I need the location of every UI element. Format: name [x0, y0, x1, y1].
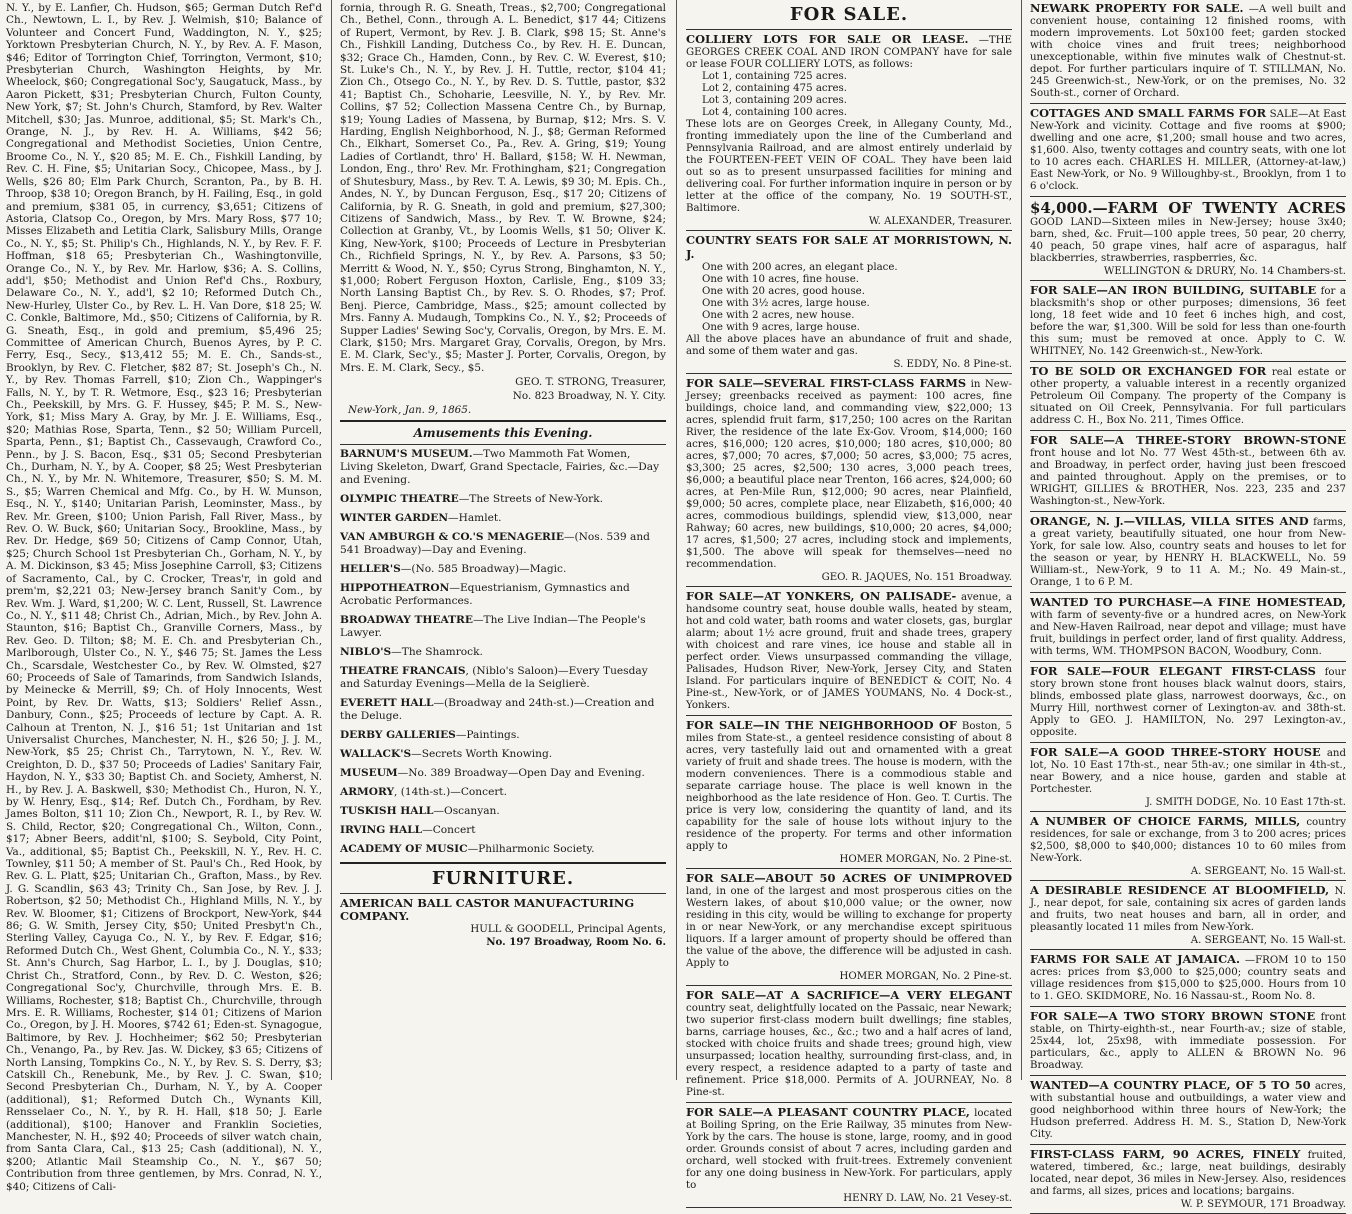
amusement-description: , (14th-st.)—Concert.: [394, 786, 508, 799]
ad-heading: NEWARK PROPERTY FOR SALE.: [1030, 1, 1244, 15]
for-sale-ad: [686, 33, 1012, 227]
real-estate-ad: [1030, 434, 1346, 508]
amusement-description: —The Shamrock.: [391, 646, 483, 659]
ad-heading: FOR SALE—FOUR ELEGANT FIRST-CLASS: [1030, 664, 1316, 678]
ad-heading: COLLIERY LOTS FOR SALE OR LEASE.: [686, 32, 969, 46]
amusement-name: BARNUM'S MUSEUM.: [340, 448, 473, 461]
amusement-name: NIBLO'S: [340, 646, 392, 659]
donations-text: N. Y., by E. Lanfier, Ch. Hudson, $65; German Dutch Ref'd Ch., Newtown, L. I., by Rev. J. Welmish, $10; Balance of Volunteer and Concert Fund, Waddington, N. Y., $25; Yorktown Presbyterian Church, N. Y., by Rev. A. F. Mason, $46; Editor of Torrington Chief, Torrington, Vermont, $10; Presbyterian Church, Washington Heights, by Mr. Wheelock, $60; Congregational Soc'y, Saugatuck, Mass., by Aaron Pickett, $31; Presbyterian Church, Fulton County, New York, $7; St. John's Church, Stamford, by Rev. Walter Mitchell, $30; Jas. Munroe, additional, $5; St. Mark's Ch., Orange, N. J., by Rev. H. A. Williams, $42 56; Congregational and Methodist Societies, Union Centre, Broome Co., N. Y., $20 85; M. E. Ch., Fishkill Landing, by Rev. C. H. Fine, $5; Unitarian Socy., Chicopee, Mass., by J. Wells, $26 80; Elm Park Church, Scranton, Pa., by B. H. Throop, $38 10; Oregon Branch, by H. Failing, Esq., in gold and premium, $381 05, in currency, $3,651; Citizens of Astoria, Clatsop Co., Oregon, by Mrs. Mary Ross, $77 10; Misses Elizabeth and Letitia Clark, Salisbury Mills, Orange Co., N. Y., $5; St. Philip's Ch., Highlands, N. Y., by Rev. F. F. Hoffman, $18 65; Presbyterian Ch., Washingtonville, Orange Co., N. Y., by Rev. Mr. Harlow, $36; A. S. Collins, add'l, $50; Methodist and Union Ref'd Chs., Roxbury, Delaware Co., N. Y., add'l, $2 10; Reformed Dutch Ch., New-Hurley, Ulster Co., by Rev. L. H. Van Dore, $18 25; W. C. Conkle, Baltimore, Md., $50; Citizens of California, by R. G. Sneath, Esq., in gold and premium, $5,496 25; Committee of American Church, Buenos Ayres, by P. C. Ferry, Esq., Secy., $13,412 55; M. E. Ch., Sands-st., Brooklyn, by Rev. C. Fletcher, $82 87; St. Joseph's Ch., N. Y., by Rev. Thomas Farrell, $10; Zion Ch., Wappinger's Falls, N. Y., by T. R. Wetmore, Esq., $23 16; Presbyterian Ch., Peekskill, by Mrs. G. F. Hussey, $45; P. M. S., New-York, $1; Miss Mary A. Gray, by Mr. J. E. Williams, Esq., $20; Mathias Rose, Sparta, Tenn., $2 50; William Purcell, Sparta, Penn., $1; Baptist Ch., Cassevaugh, Crawford Co., Penn., by J. S. Bacon, Esq., $31 05; Second Presbyterian Ch., Durham, N. Y., by A. Cooper, $8 25; West Presbyterian Ch., N. Y., by Mr. N. Whitemore, Treasurer, $50; S. M. M. S., $5; Warren Chemical and Mfg. Co., by H. W. Munson, Esq., N. Y., $140; Unitarian Parish, Leominster, Mass., by Rev. Mr. Green, $100; Union Parish, Fall River, Mass., by Rev. O. W. Buck, $60; Unitarian Socy., Brookline, Mass., by Rev. Dr. Hedge, $69 50; Citizens of Camp Connor, Utah, $25; Church School 1st Presbyterian Ch., Gorham, N. Y., by A. M. Dickinson, $3 45; Miss Josephine Carroll, $3; Citizens of Sacramento, Cal., by C. Crocker, Treas'r, in gold and prem'm, $2,221 03; New-Jersey branch Sanit'y Com., by Rev. Wm. J. Ward, $1,200; W. C. Lent, Russell, St. Lawrence Co., N. Y., $11 48; Christ Ch., Adrian, Mich., by Rev. John A. Staunton, $16; Baptist Ch., Granville Corners, Mass., by Rev. Geo. D. Tilton; $8; M. E. Ch. and Presbyterian Ch., Marlborough, Ulster Co., N. Y., $46 75; St. James the Less Ch., Scarsdale, Westchester Co., by Rev. W. Olmsted, $27 60; Proceeds of Sale of Tamarinds, from Sandwich Islands, by Meinecke & Merrill, $9; Ch. of Holy Innocents, West Point, by Rev. Dr. Watts, $13; Soldiers' Relief Assn., Danbury, Conn., $25; Proceeds of lecture by Capt. A. R. Calhoun at Trenton, N. J., $16 51; 1st Unitarian and 1st Universalist Churches, Manchester, N. H., $26 50; J. J. M., New-York, $5 25; Christ Ch., Tarrytown, N. Y., Rev. W. Creighton, D. D., $37 50; Proceeds of Ladies' Sanitary Fair, Haydon, N. Y., $33 30; Baptist Ch. and Society, Amherst, N. H., by Rev. J. A. Baskwell, $30; Methodist Ch., Huron, N. Y., by W. Henry, Esq., $14; Ref. Dutch Ch., Fordham, by Rev. James Bolton, $11 10; Zion Ch., Newport, R. I., by Rev. W. S. Child, Rector, $20; Congregational Ch., Wilton, Conn., $17; Abner Beers, addit'nl, $100; S. Seybold, City Point, Va., additional, $5; Baptist Ch., Peekskill, N. Y., Rev. H. C. Townley, $11 50; A member of St. Paul's Ch., Red Hook, by Rev. G. L. Platt, $25; Unitarian Ch., Grafton, Mass., by Rev. J. G. Scandlin, $63 43; Trinity Ch., San Jose, by Rev. J. J. Robertson, $2 50; Methodist Ch., Highland Mills, N. Y., by Rev. W. Bloomer, $1; Citizens of Brockport, New-York, $44 86; G. W. Smith, Jersey City, $50; United Presbyt'n Ch., Sterling Valley, Cayuga Co., N. Y., by Rev. F. Edgar, $16; Reformed Dutch Ch., West Ghent, Columbia Co., N. Y., $33; St. Ann's Church, Sag Harbor, L. I., by J. Douglas, $10; Christ Ch., Stratford, Conn., by Rev. D. C. Weston, $26; Congregational Soc'y, Churchville, through Mrs. E. B. Williams, Rochester, $18; Baptist Ch., Churchville, through Mrs. E. R. Williams, Rochester, $14 01; Citizens of Marion Co., Oregon, by J. H. Moores, $742 61; Eden-st. Synagogue, Baltimore, by Rev. J. Hochheimer; $62 50; Presbyterian Ch., Venango, Pa., by Rev. Jas. W. Dickey, $3 65; Citizens of North Lansing, Tompkins Co., N. Y., by Rev. S. S. Derry, $3; Catskill Ch., Renebunk, Me., by Rev. J. C. Swan, $10; Second Presbyterian Ch., Durham, N. Y., by A. Cooper (additional), $1; Reformed Dutch Ch., Wynants Kill, Rensselaer Co., N. Y., by R. H. Hall, $18 50; J. Earle (additional), $100; Hanover and Franklin Societies, Manchester, N. H., $92 40; Proceeds of silver watch chain, from Santa Clara, Cal., $13 25; Cash (additional), N. Y., $200; Atlantic Mail Steamship Co., N. Y., $67 50; Contribution from three gentlemen, by Mrs. Conrad, N. Y., $40; Citizens of Cali-: [6, 2, 322, 1193]
amusement-description: —Oscanyan.: [433, 805, 500, 818]
ad-heading: TO BE SOLD OR EXCHANGED FOR: [1030, 364, 1267, 378]
ad-text: farms, a great variety, beautifully situated, one hour from New-York, for sale low. Also, country seats and houses to let for the season or year, by HENRY H. BLACKWELL, No. 59 William-st., New-York, 9 to 11 A. M.; No. 49 Main-st., Orange, 1 to 6 P. M.: [1030, 517, 1346, 588]
divider: [1030, 430, 1346, 431]
for-sale-ad: [686, 590, 1012, 712]
ad-heading: FIRST-CLASS FARM, 90 ACRES, FINELY: [1030, 1147, 1301, 1161]
ad-paragraph: [1030, 884, 1346, 934]
ad-text: and lot, No. 10 East 17th-st., near 5th-av.; one similar in 4th-st., near Bowery, and a nice house, garden and stable at Portchester.: [1030, 748, 1346, 795]
ad-paragraph: [686, 1106, 1012, 1192]
for-sale-ad: [686, 377, 1012, 583]
amusement-item: [340, 843, 666, 856]
divider: [1030, 103, 1346, 104]
for-sale-ads: [686, 33, 1012, 1208]
ad-lot-line: One with 3½ acres, large house.: [702, 298, 870, 309]
amusement-name: EVERETT HALL: [340, 697, 434, 710]
ad-heading: FOR SALE—AN IRON BUILDING, SUITABLE: [1030, 283, 1317, 297]
furniture-heading: FURNITURE.: [431, 868, 575, 890]
amusement-item: [340, 512, 666, 525]
ad-heading: FOR SALE—A THREE-STORY BROWN-STONE: [1030, 433, 1346, 447]
divider: [1030, 742, 1346, 743]
column-real-estate: [1024, 0, 1352, 1210]
ad-signature: WELLINGTON & DRURY, No. 14 Chambers-st.: [1103, 266, 1346, 277]
amusement-description: —The Streets of New-York.: [458, 493, 603, 506]
ad-paragraph: [1030, 434, 1346, 508]
ad-heading: A DESIRABLE RESIDENCE AT BLOOMFIELD,: [1030, 883, 1330, 897]
amusement-item: [340, 824, 666, 837]
divider: [1030, 1006, 1346, 1007]
treasurer-signature: GEO. T. STRONG, Treasurer,: [515, 376, 666, 389]
for-sale-ad: [686, 1106, 1012, 1204]
real-estate-ad: [1030, 1010, 1346, 1072]
divider: [686, 230, 1012, 231]
ad-lot-line: Lot 3, containing 209 acres.: [702, 95, 847, 106]
amusements-list: [340, 448, 666, 856]
ad-heading: WANTED—A COUNTRY PLACE, OF 5 TO 50: [1030, 1078, 1311, 1092]
ad-heading: COTTAGES AND SMALL FARMS FOR: [1030, 106, 1267, 120]
treasurer-address: No. 823 Broadway, N. Y. City.: [512, 390, 666, 403]
real-estate-ad: [1030, 365, 1346, 427]
amusement-item: [340, 448, 666, 487]
divider: [686, 868, 1012, 869]
divider: [686, 373, 1012, 374]
ad-heading: FOR SALE—SEVERAL FIRST-CLASS FARMS: [686, 376, 967, 390]
ad-signature: A. SERGEANT, No. 15 Wall-st.: [1190, 866, 1346, 877]
for-sale-ad: [686, 989, 1012, 1099]
amusement-name: THEATRE FRANCAIS: [340, 665, 466, 678]
ad-text: acres, with substantial house and outbuildings, a water view and good neighborhood within three hours of New-York; the Hudson preferred. Address H. M. S., Station D, New-York City.: [1030, 1081, 1346, 1140]
divider: [686, 715, 1012, 716]
divider: [686, 1102, 1012, 1103]
ad-paragraph: [1030, 1148, 1346, 1198]
ad-signature: HOMER MORGAN, No. 2 Pine-st.: [839, 971, 1012, 982]
for-sale-heading: FOR SALE.: [789, 4, 909, 25]
ad-text: front stable, on Thirty-eighth-st., near Fourth-av.; size of stable, 25x44, lot, 25x98, with immediate possession. For particulars, &c., apply to ALLEN & BROWN No. 96 Broadway.: [1030, 1012, 1346, 1071]
for-sale-ad: [686, 719, 1012, 865]
ad-heading: WANTED TO PURCHASE—A FINE HOMESTEAD,: [1030, 595, 1346, 609]
amusement-description: , (Niblo's Saloon)—Every Tuesday and Saturday Evenings—Mella de la Seiglierè.: [340, 665, 648, 691]
amusement-item: [340, 805, 666, 818]
furniture-ad: [340, 897, 666, 948]
ad-heading: FOR SALE—ABOUT 50 ACRES OF UNIMPROVED: [686, 871, 1012, 885]
amusement-item: [340, 729, 666, 742]
furniture-ad-address: No. 197 Broadway, Room No. 6.: [486, 936, 666, 949]
ad-text: real estate or other property, a valuable interest in a recently organized Petroleum Oil Company. The property of the Company is situated on Oil Creek, Pennsylvania. For full particulars address C. H., Box No. 211, Times Office.: [1030, 367, 1347, 426]
ad-lot-line: Lot 2, containing 475 acres.: [702, 83, 847, 94]
amusement-item: [340, 563, 666, 576]
column-rule: [676, 0, 677, 1080]
dateline: New-York, Jan. 9, 1865.: [348, 404, 472, 417]
amusement-description: —No. 389 Broadway—Open Day and Evening.: [397, 767, 645, 780]
amusement-item: [340, 665, 666, 691]
ad-text-more: These lots are on Georges Creek, in Allegany County, Md., fronting immediately upon the line of the Cumberland and Pennsylvania Railroad, and are almost entirely underlaid by the FOURTEEN-FEET VEIN OF COAL. They have been laid out so as to present unsurpassed facilities for mining and delivering coal. For further information inquire in person or by letter at the office of the company, No. 19 SOUTH-ST., Baltimore.: [686, 119, 1012, 214]
divider: [686, 29, 1012, 30]
real-estate-ad: [1030, 596, 1346, 658]
real-estate-ads: [1030, 2, 1346, 1214]
amusement-name: OLYMPIC THEATRE: [340, 493, 459, 506]
ad-text: Boston, 5 miles from State-st., a genteel residence consisting of about 8 acres, very tastefully laid out and ornamented with a great variety of fruit and shade trees. The house is modern, with the modern conveniences. There is a commodious stable and separate carriage house. The place is well known in the neighborhood as the late residence of Hon. Geo. T. Curtis. The price is very low, considering the quantity of land, and its capability for the sale of house lots without injury to the residence of the property. For terms and other information apply to: [686, 721, 1012, 852]
amusement-item: [340, 767, 666, 780]
amusement-description: —(Broadway and 24th-st.)—Creation and the Deluge.: [340, 697, 655, 723]
ad-paragraph: [1030, 665, 1346, 739]
ad-heading: FOR SALE—AT YONKERS, ON PALISADE-: [686, 589, 957, 603]
divider: [1030, 1144, 1346, 1145]
ad-text: GOOD LAND—Sixteen miles in New-Jersey; house 3x40; barn, shed, &c. Fruit—100 apple trees, 50 pear, 20 cherry, 40 peach, 50 grape vines, half acre of asparagus, half blackberries, strawberries, raspberries, &c.: [1030, 217, 1346, 264]
divider: [1030, 280, 1346, 281]
amusement-description: —Hamlet.: [448, 512, 502, 525]
ad-text-more: All the above places have an abundance of fruit and shade, and some of them water and gas.: [686, 334, 1012, 357]
ad-paragraph: [1030, 746, 1346, 796]
ad-paragraph: [1030, 365, 1346, 427]
amusement-name: IRVING HALL: [340, 824, 423, 837]
column-rule: [331, 0, 332, 1080]
ad-text: country seat, delightfully located on the Passaic, near Newark; two superior first-class modern built dwellings; fine stables, barns, carriage houses, &c., &c.; two and a half acres of land, stocked with choice fruits and shade trees; ground high, view unsurpassed; location healthy, surrounding first-class, and, in every respect, a residence adapted to a party of taste and refinement. Price $18,000. Permits of A. JOURNEAY, No. 8 Pine-st.: [686, 1003, 1012, 1098]
ad-paragraph: [1030, 107, 1346, 193]
amusement-name: WINTER GARDEN: [340, 512, 449, 525]
divider: [1030, 661, 1346, 662]
amusement-name: VAN AMBURGH & CO.'S MENAGERIE: [340, 531, 564, 544]
amusement-description: —Secrets Worth Knowing.: [411, 748, 553, 761]
amusement-item: [340, 582, 666, 608]
ad-paragraph: [686, 234, 1012, 262]
amusement-description: —(No. 585 Broadway)—Magic.: [400, 563, 567, 576]
for-sale-ad: [686, 234, 1012, 370]
column-donations-list: [0, 0, 328, 1193]
ad-heading: FOR SALE—A TWO STORY BROWN STONE: [1030, 1009, 1316, 1023]
real-estate-ad: [1030, 746, 1346, 808]
ad-heading: FOR SALE—A GOOD THREE-STORY HOUSE: [1030, 745, 1321, 759]
ad-heading: A NUMBER OF CHOICE FARMS, MILLS,: [1030, 814, 1301, 828]
ad-lot-line: One with 2 acres, new house.: [702, 310, 855, 321]
real-estate-ad: [1030, 284, 1346, 358]
amusement-name: TUSKISH HALL: [340, 805, 434, 818]
ad-signature: W. P. SEYMOUR, 171 Broadway.: [1180, 1199, 1346, 1210]
ad-paragraph: [1030, 1079, 1346, 1141]
divider: [1030, 880, 1346, 881]
amusement-description: —Equestrianism, Gymnastics and Acrobatic Performances.: [340, 582, 630, 608]
donations-text-continued: fornia, through R. G. Sneath, Treas., $2,700; Congregational Ch., Bethel, Conn., through A. L. Benedict, $17 44; Citizens of Rupert, Vermont, by Rev. J. B. Clark, $98 15; St. Anne's Ch., Fishkill Landing, Dutchess Co., by Rev. H. E. Duncan, $32; Grace Ch., Hamden, Conn., by Rev. C. W. Everest, $10; St. Luke's Ch., N. Y., by Rev. J. H. Tuttle, rector, $104 41; Zion Ch., Otsego Co., N. Y., by Rev. D. S. Tuttle, pastor, $32 41; Baptist Ch., Schoharie, Leesville, N. Y., by Rev. Mr. Collins, $7 52; Collection Massena Centre Ch., by Burnap, $19; Young Ladies of Massena, by Burnap, $12; Mrs. S. V. Harding, English Neighborhood, N. J., $8; German Reformed Ch., Elkhart, Somerset Co., Pa., Rev. A. Gring, $19; Young Ladies of Cortlandt, thro' H. Ballard, $158; W. H. Newman, London, Eng., thro' Rev. Mr. Frothingham, $21; Congregation of Shutesbury, Mass., by Rev. T. A. Lewis, $9 30; M. Epis. Ch., Andes, N. Y., by Duncan Ferguson, Esq., $17 20; Citizens of California, by R. G. Sneath, in gold and premium, $27,300; Citizens of Sandwich, Mass., by Rev. T. W. Browne, $24; Collection at Granby, Vt., by Loomis Wells, $1 50; Oliver K. King, New-York, $100; Proceeds of Lecture in Presbyterian Ch., Richfield Springs, N. Y., by Rev. A. Parsons, $3 50; Merritt & Wood, N. Y., $50; Cyrus Strong, Binghamton, N. Y., $1,000; Robert Ferguson Hoxton, Carlisle, Eng., $109 33; North Lansing Baptist Ch., by Rev. S. O. Rhodes, $7; Prof. Benj. Pierce, Cambridge, Mass., $25; amount collected by Mrs. Fanny A. Mudaugh, Tompkins Co., N. Y., $2; Proceeds of Supper Ladies' Sewing Soc'y, Corvalis, Oregon, by Mrs. E. M. Clark, $150; Mrs. Margaret Gray, Corvalis, Oregon, by Mrs. E. M. Clark, Sec'y., $5; Master J. Porter, Corvalis, Oregon, by Mrs. E. M. Clark, Secy., $5.: [340, 2, 666, 374]
amusement-name: DERBY GALLERIES: [340, 729, 456, 742]
divider: [340, 444, 666, 445]
ad-paragraph: [686, 590, 1012, 712]
amusement-name: ACADEMY OF MUSIC: [340, 843, 468, 856]
real-estate-ad: [1030, 1079, 1346, 1141]
amusement-description: —Concert: [422, 824, 476, 837]
ad-paragraph: [686, 33, 1012, 71]
ad-signature: GEO. R. JAQUES, No. 151 Broadway.: [821, 572, 1012, 583]
column-for-sale: [680, 0, 1018, 1204]
divider: [686, 586, 1012, 587]
column-donations-amusements: [334, 0, 672, 1080]
ad-text: located at Boiling Spring, on the Erie Railway, 35 minutes from New-York by the cars. The house is stone, large, roomy, and in good order. Grounds consist of about 7 acres, including garden and orchard, well stocked with fruit-trees. Extremely convenient for any one doing business in New-York. For particulars, apply to: [686, 1108, 1012, 1191]
ad-lot-line: One with 20 acres, good house.: [702, 286, 865, 297]
ad-text: SALE—At East New-York and vicinity. Cottage and five rooms at $900; dwelling and one acre, $1,200; small house and two acres, $1,600. Also, twenty cottages and country seats, with one lot to 10 acres each. CHARLES H. MILLER, (Attorney-at-law,) East New-York, or No. 9 Willoughby-st., Brooklyn, from 1 to 6 o'clock.: [1030, 109, 1346, 192]
ad-text: avenue, a handsome country seat, house double walls, heated by steam, hot and cold water, bath rooms and water closets, gas, burglar alarm; about 1½ acre ground, fruit and shade trees, grapery with choicest and rare vines, ice house and stable all in perfect order. Views unsurpassed commanding the village, Palisades, Hudson River, New-York, Jersey City, and Staten Island. For particulars inquire of BENEDICT & COIT, No. 4 Pine-st., New-York, or of JAMES YOUMANS, No. 4 Dock-st., Yonkers.: [686, 592, 1012, 711]
ad-heading: FARMS FOR SALE AT JAMAICA.: [1030, 952, 1240, 966]
divider: [340, 893, 666, 894]
divider: [1030, 196, 1346, 197]
ad-paragraph: [1030, 515, 1346, 589]
real-estate-ad: [1030, 1148, 1346, 1210]
divider: [686, 985, 1012, 986]
real-estate-ad: [1030, 884, 1346, 946]
ad-text: for a blacksmith's shop or other purposes; dimensions, 36 feet long, 18 feet wide and 10 feet 6 inches high, and cost, before the war, $1,300. Will be sold for less than one-fourth this sum; must be removed at once. Apply to C. W. WHITNEY, No. 142 Greenwich-st., New-York.: [1030, 286, 1346, 357]
divider: [1030, 949, 1346, 950]
ad-text: —FROM 10 to 150 acres: prices from $3,000 to $25,000; country seats and village residences from $15,000 to $25,000. Hours from 10 to 1. GEO. SKIDMORE, No. 16 Nassau-st., Room No. 8.: [1030, 955, 1347, 1002]
ad-text: fruited, watered, timbered, &c.; large, neat buildings, desirably located, near depot, 36 miles in New-Jersey. Also, residences and farms, all sizes, prices and locations; bargains.: [1030, 1150, 1346, 1197]
ad-text: in New-Jersey; greenbacks received as payment: 100 acres, fine buildings, choice land, and commanding view, $22,000; 13 acres, splendid fruit farm, $17,250; 100 acres on the Raritan River, the residence of the late Ex-Gov. Vroom, $14,000; 160 acres, $16,000; 120 acres, $10,000; 180 acres, $10,000; 80 acres, $7,000; 70 acres, $7,000; 50 acres, $3,000; 75 acres, $3,300; 25 acres, $2,500; 130 acres, 3,000 peach trees, $6,000; a beautiful place near Trenton, 166 acres, $24,000; 60 acres, at Pen-Mile Run, $12,000; 90 acres, near Plainfield, $9,000; 50 acres, complete place, near Elizabeth, $16,000; 40 acres, commodious buildings, splendid view, $13,000, near Rahway; 60 acres, new buildings, $10,000; 20 acres, $4,000; 17 acres, $1,500; 27 acres, including stock and implements, $1,500. The above will speak for themselves—need no recommendation.: [686, 379, 1012, 570]
ad-text: N. J., near depot, for sale, containing six acres of garden lands and fruits, two neat houses and barn, all in order, and pleasantly located 11 miles from New-York.: [1030, 886, 1346, 933]
ad-text: country residences, for sale or exchange, from 3 to 200 acres; prices $2,500, $8,000 to $40,000; distances 10 to 60 miles from New-York.: [1030, 817, 1346, 864]
amusement-name: ARMORY: [340, 786, 395, 799]
ad-lot-line: One with 200 acres, an elegant place.: [702, 262, 898, 273]
divider: [1030, 811, 1346, 812]
ad-paragraph: [686, 872, 1012, 970]
real-estate-ad: [1030, 107, 1346, 193]
ad-text: —A well built and convenient house, containing 12 finished rooms, with modern improvements. Lot 50x100 feet; garden stocked with choice vines and fruit trees; neighborhood unexceptionable, within five minutes walk of Chestnut-st. depot. For further particulars inquire of T. STILLMAN, No. 245 Greenwich-st., New-York, or on the premises, No. 32 South-st., corner of Orchard.: [1030, 4, 1346, 99]
amusement-item: [340, 786, 666, 799]
divider: [340, 862, 666, 864]
ad-paragraph: [1030, 1010, 1346, 1072]
ad-lot-line: Lot 4, containing 100 acres.: [702, 107, 847, 118]
ad-heading: FOR SALE—AT A SACRIFICE—A VERY ELEGANT: [686, 988, 1012, 1002]
divider: [1030, 592, 1346, 593]
real-estate-ad: [1030, 815, 1346, 877]
amusement-description: —The Live Indian—The People's Lawyer.: [340, 614, 646, 640]
real-estate-ad: [1030, 665, 1346, 739]
ad-signature: A. SERGEANT, No. 15 Wall-st.: [1190, 935, 1346, 946]
ad-lot-line: One with 9 acres, large house.: [702, 322, 860, 333]
amusement-item: [340, 493, 666, 506]
ad-signature: W. ALEXANDER, Treasurer.: [868, 216, 1012, 227]
amusement-item: [340, 748, 666, 761]
amusements-heading: Amusements this Evening.: [413, 426, 593, 441]
divider: [1030, 361, 1346, 362]
ad-heading: FOR SALE—IN THE NEIGHBORHOOD OF: [686, 718, 958, 732]
ad-signature: J. SMITH DODGE, No. 10 East 17th-st.: [1145, 797, 1346, 808]
amusement-name: WALLACK'S: [340, 748, 412, 761]
amusement-item: [340, 531, 666, 557]
ad-paragraph: [686, 377, 1012, 571]
furniture-ad-heading: AMERICAN BALL CASTOR MANUFACTURING COMPANY.: [340, 896, 635, 924]
ad-paragraph: [686, 719, 1012, 853]
amusement-name: MUSEUM: [340, 767, 398, 780]
amusement-description: —Two Mammoth Fat Women, Living Skeleton, Dwarf, Grand Spectacle, Fairies, &c.—Day and Evening.: [340, 448, 660, 487]
ad-heading: FOR SALE—A PLEASANT COUNTRY PLACE,: [686, 1105, 970, 1119]
amusement-name: BROADWAY THEATRE: [340, 614, 473, 627]
column-rule: [1021, 0, 1022, 1080]
ad-text: front house and lot No. 77 West 45th-st., between 6th av. and Broadway, in perfect order, having just been frescoed and painted throughout. Apply on the premises, or to WRIGHT, GILLIES & BROTHER, Nos. 223, 235 and 237 Washington-st., New-York.: [1030, 448, 1346, 507]
ad-lot-line: One with 10 acres, fine house.: [702, 274, 860, 285]
amusement-description: —(Nos. 539 and 541 Broadway)—Day and Evening.: [340, 531, 650, 557]
ad-signature: HENRY D. LAW, No. 21 Vesey-st.: [843, 1193, 1012, 1204]
furniture-ad-agents: HULL & GOODELL, Principal Agents,: [470, 924, 666, 936]
real-estate-ad: [1030, 953, 1346, 1003]
divider: [1030, 1075, 1346, 1076]
ad-text: land, in one of the largest and most prosperous cities on the Western lakes, of about $10,000 value; or the owner, now residing in this city, would be willing to exchange for property in or near New-York, or any merchandise except spirituous liquors. If a larger amount of property should be offered than the value of the above, the difference will be adjusted in cash. Apply to: [686, 886, 1012, 969]
real-estate-ad: [1030, 2, 1346, 100]
ad-heading: $4,000.—FARM OF TWENTY ACRES: [1030, 199, 1346, 217]
divider: [340, 420, 666, 422]
amusement-description: —Philharmonic Society.: [467, 843, 595, 856]
ad-paragraph: [1030, 284, 1346, 358]
ad-paragraph: [1030, 200, 1346, 265]
ad-heading: COUNTRY SEATS FOR SALE AT MORRISTOWN, N. J.: [686, 233, 1012, 261]
amusement-name: HELLER'S: [340, 563, 401, 576]
ad-signature: HOMER MORGAN, No. 2 Pine-st.: [839, 854, 1012, 865]
amusement-name: HIPPOTHEATRON: [340, 582, 450, 595]
ad-paragraph: [686, 989, 1012, 1099]
ad-text: —THE GEORGES CREEK COAL AND IRON COMPANY have for sale or lease FOUR COLLIERY LOTS, as follows:: [686, 35, 1012, 70]
ad-paragraph: [1030, 815, 1346, 865]
for-sale-ad: [686, 872, 1012, 982]
amusement-item: [340, 646, 666, 659]
ad-paragraph: [1030, 953, 1346, 1003]
ad-lot-line: Lot 1, containing 725 acres.: [702, 71, 847, 82]
ad-paragraph: [1030, 596, 1346, 658]
amusement-item: [340, 614, 666, 640]
amusement-item: [340, 697, 666, 723]
real-estate-ad: [1030, 200, 1346, 277]
ad-paragraph: [1030, 2, 1346, 100]
amusement-description: —Paintings.: [455, 729, 520, 742]
ad-heading: ORANGE, N. J.—VILLAS, VILLA SITES AND: [1030, 514, 1309, 528]
ad-signature: S. EDDY, No. 8 Pine-st.: [893, 359, 1012, 370]
real-estate-ad: [1030, 515, 1346, 589]
divider: [686, 1207, 1012, 1208]
ad-text: four story brown stone front houses black walnut doors, stairs, blinds, embossed plate glass, narrowest doorways, &c., on Murry Hill, northwest corner of Lexington-av. and 38th-st. Apply to GEO. J. HAMILTON, No. 297 Lexington-av., opposite.: [1030, 667, 1346, 738]
ad-text: with farm of seventy-five or a hundred acres, on New-York and New-Haven Railroad, near depot and village; must have fruit, buildings in perfect order, land of first quality. Address, with terms, WM. THOMPSON BACON, Woodbury, Conn.: [1030, 610, 1346, 657]
divider: [1030, 511, 1346, 512]
